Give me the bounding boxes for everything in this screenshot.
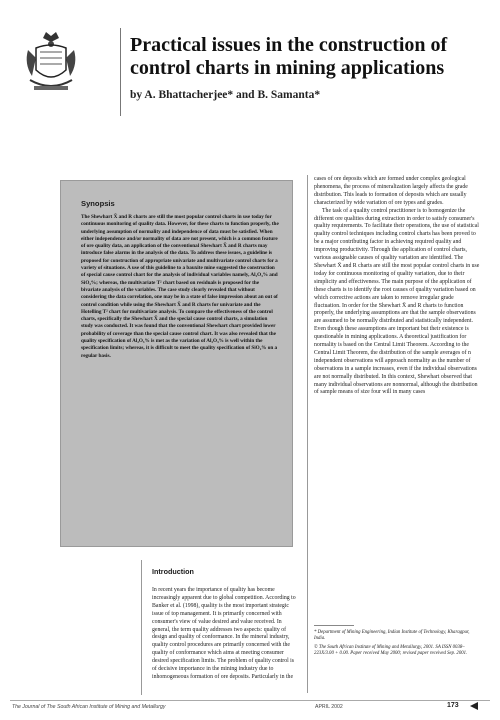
footer-divider [10, 700, 490, 701]
page-arrow-icon [470, 702, 478, 710]
footnote-affiliation: * Department of Mining Engineering, Indian Institute of Technology, Kharagpur, India. [314, 630, 470, 642]
introduction-heading: Introduction [152, 567, 194, 576]
footer-journal-name: The Journal of The South African Institute of Mining and Metallurgy [12, 704, 166, 710]
synopsis-heading: Synopsis [81, 199, 115, 208]
column-divider [307, 175, 308, 693]
article-header [130, 34, 490, 101]
introduction-text: In recent years the importance of quality has become increasingly apparent due to global competition. According to Banker et al. (1998), quality is the most important strategic issue of top management. It is primarily concerned with consumer's view of value desired and value received. In general, the term quality addresses two aspects: quality of design and quality of conformance. In the mineral industry, quality control procedures are primarily concerned with the quality of conformance which aims at meeting consumer desired specification limits. The problem of quality control is of decisive importance in the mining industry due to inhomogeneous formation of ore deposits. Particularly in the [152, 587, 296, 680]
title-divider [120, 28, 121, 116]
institute-crest-logo [22, 30, 80, 96]
introduction-divider [141, 560, 142, 695]
article-title: Practical issues in the construction of control charts in mining applications [130, 34, 448, 79]
footer-date: APRIL 2002 [315, 704, 343, 710]
page-number: 173 [447, 702, 459, 709]
footnotes [314, 630, 480, 659]
right-column [314, 176, 480, 397]
right-column-paragraph-1: cases of ore deposits which are formed under complex geological phenomena, the process of mineralization largely affects the grade distribution. This leads to formation of deposits which are usually characterized by wide variation of ore types and grades. [314, 176, 468, 206]
synopsis-box [60, 180, 293, 547]
right-column-paragraph-2: The task of a quality control practitioner is to homogenize the different ore qualities during extraction in order to satisfy consumer's quality requirements. To facilitate their operations, the use of statistical quality control techniques including control charts has been proved to be a major contributing factor in achieving required quality and improving productivity. Through the application of control charts, various assignable causes of quality variation are identified. The Shewhart X̄ and R charts are still the most popular control charts in use today for continuous monitoring of quality variation, due to their simplicity and effectiveness. The main purpose of the application of these charts is to identify the root causes of quality variation based on which corrective actions are taken to remove irregular grade fluctuation. In order for the Shewhart X̄ and R charts to function properly, the underlying assumptions are that the sample observations are assumed to be normally distributed and statistically independent. Even though these assumptions are important but their existence is questionable in mining applications. A theoretical justification for normality is based on the Central Limit Theorem. According to the Central Limit Theorem, the distribution of the sample averages of n independent observations will approach normality as the number of observations in a sample increases, even if the individual observations are not normally distributed. In this context, Shewhart observed that many individual observations are nonnormal, although the distribution of sample means of size four will in many cases [314, 207, 480, 396]
footnote-divider [314, 625, 354, 626]
article-authors: by A. Bhattacherjee* and B. Samanta* [130, 89, 321, 101]
synopsis-text: The Shewhart X̄ and R charts are still the most popular control charts in use today for continuous monitoring of quality data. However, for these charts to function properly, the underlying assumption of normality and independence of data must be satisfied. When either independence and/or normality of data are not present, which is a common feature of ore quality data, an application of the conventional Shewhart X̄ and R charts may introduce false alarms in the analysis of the data. To address these issues, a guideline is proposed for construction of appropriate univariate and multivariate control charts for a variety of situations. A use of this guideline to a bauxite mine suggested the construction of special cause control chart for the analysis of individual variables namely, Al₂O₃% and SiO₂%; whereas, the multivariate T² chart based on residuals is proposed for the bivariate analysis of the variables. The case study clearly revealed that without considering the data correlation, one may be in a state of false impression about an out of control condition while using the Shewhart X̄ and R charts for univariate and the Hotelling T² chart for multivariate analysis. To compare the effectiveness of the control charts, specifically the Shewhart X̄ and the special cause control charts, a simulation study was conducted. It was found that the conventional Shewhart chart provided lower probability of coverage than the special cause control chart. It was also revealed that the quality specification of Al₂O₃% is met as the variation of Al₂O₃% is well within the specification limits; whereas, it is difficult to meet the quality specification of SiO₂% on a regular basis. [81, 214, 279, 359]
footnote-copyright: © The South African Institute of Mining and Metallurgy, 2001. SA ISSN 0038–223X/3.00 + 0.00. Paper received May 2000; revised paper received Sep. 2001. [314, 644, 468, 656]
